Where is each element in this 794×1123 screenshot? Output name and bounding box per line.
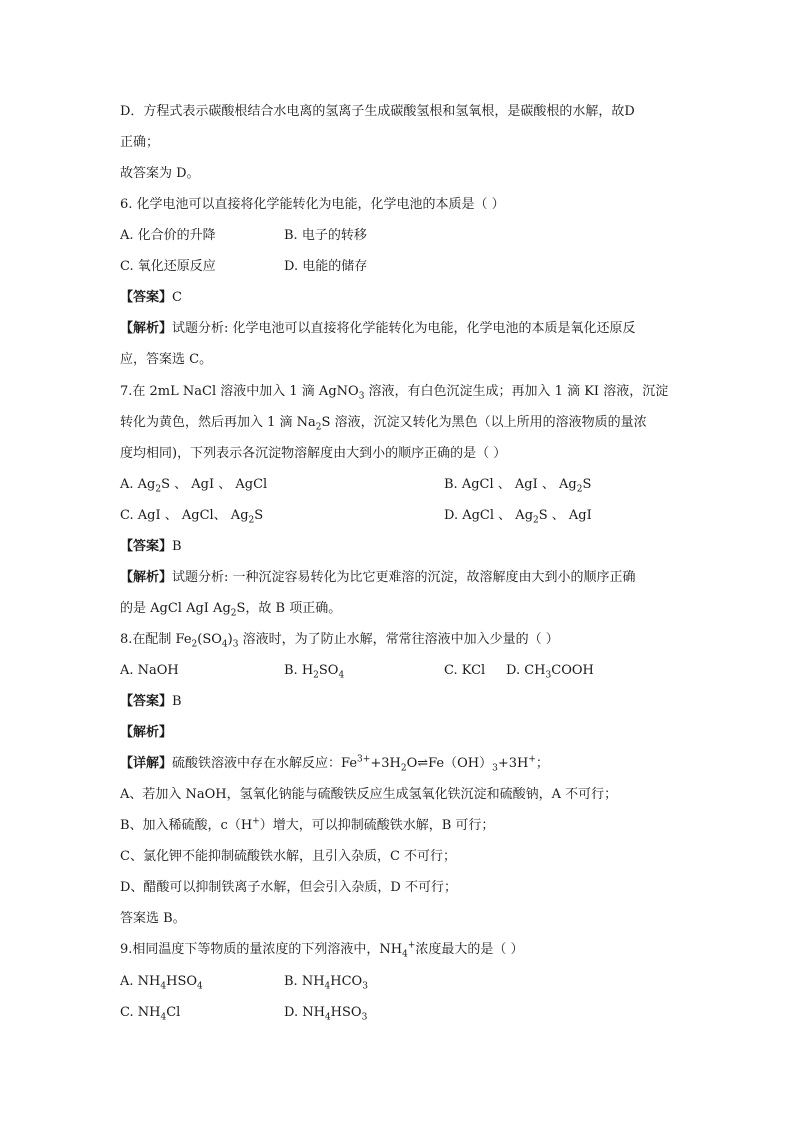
subscript: 3: [492, 763, 498, 774]
analysis-text: 试题分析: 化学电池可以直接将化学能转化为电能，化学电池的本质是氧化还原反: [172, 321, 636, 336]
subscript: 2: [315, 422, 322, 433]
q6-option-a: A. 化合价的升降: [120, 228, 216, 243]
q8-stem-text: 溶液时，为了防止水解，常常往溶液中加入少量的（ ）: [238, 632, 559, 647]
subscript: 2: [400, 763, 407, 774]
q6-analysis-line2: 应，答案选 C。: [120, 352, 213, 367]
option-text: B. NH: [284, 974, 325, 989]
subscript: 2: [313, 670, 319, 681]
q8-detail-d: D、醋酸可以抑制铁离子水解，但会引入杂质，D 不可行；: [120, 880, 457, 895]
analysis-tag: 【解析】: [120, 321, 173, 336]
option-text: S 、 AgI: [538, 508, 592, 523]
q7-stem-text: 7.在 2mL NaCl 溶液中加入 1 滴 AgNO: [120, 384, 359, 399]
subscript: 4: [197, 981, 203, 992]
q7-stem-line2: [120, 413, 647, 433]
subscript: 2: [248, 515, 255, 526]
subscript: 3: [358, 391, 365, 402]
subscript: 4: [338, 670, 345, 681]
option-text: B. AgCl 、 AgI 、 Ag: [444, 477, 577, 492]
option-text: D. NH: [284, 1005, 325, 1020]
subscript: 2: [230, 608, 237, 619]
subscript: 4: [324, 981, 331, 992]
q7-answer: [120, 537, 182, 557]
q7-stem-line3: 度均相同)，下列表示各沉淀物溶解度由大到小的顺序正确的是（ ）: [120, 446, 507, 461]
option-text: D. CH: [506, 663, 546, 678]
option-text: S: [254, 508, 264, 523]
q9-stem-text: 9.相同温度下等物质的量浓度的下列溶液中，NH: [120, 942, 403, 957]
q7-stem-text: 转化为黄色，然后再加入 1 滴 Na: [120, 415, 316, 430]
answer-value: C: [172, 290, 182, 305]
q8-option-a: A. NaOH: [120, 663, 179, 678]
q8-option-b: [284, 661, 344, 681]
q9-option-d: [284, 1003, 367, 1023]
subscript: 4: [402, 949, 408, 960]
option-text: S 、 AgI 、 AgCl: [161, 477, 268, 492]
q8-stem: [120, 630, 559, 650]
subscript: 2: [576, 484, 583, 495]
q6-option-d: D. 电能的储存: [284, 259, 368, 274]
subscript: 3: [361, 1012, 368, 1023]
q5-conclusion: 故答案为 D。: [120, 166, 200, 181]
detail-tag: 【详解】: [120, 756, 173, 771]
option-text: HSO: [166, 974, 198, 989]
q6-option-b: B. 电子的转移: [284, 228, 367, 243]
option-text: COOH: [551, 663, 594, 678]
q8-conclusion: 答案选 B。: [120, 911, 186, 926]
q9-option-a: [120, 972, 203, 992]
detail-text: +3H: [497, 756, 529, 771]
option-text: SO: [318, 663, 339, 678]
superscript: 3+: [357, 754, 371, 765]
option-text: C. AgI 、 AgCl、 Ag: [120, 508, 249, 523]
detail-text: 硫酸铁溶液中存在水解反应：Fe: [172, 756, 358, 771]
option-text: HCO: [330, 974, 363, 989]
q7-analysis-line1: [120, 568, 636, 588]
q6-answer: [120, 288, 182, 308]
analysis-text: 的是 AgCl AgI Ag: [120, 601, 231, 616]
subscript: 3: [362, 981, 368, 992]
detail-text: O⇌Fe（OH）: [406, 756, 493, 771]
q8-option-c: C. KCl: [444, 663, 486, 678]
subscript: 4: [160, 981, 167, 992]
q8-detail-c: C、氯化钾不能抑制硫酸铁水解，且引入杂质，C 不可行；: [120, 849, 457, 864]
option-text: Cl: [166, 1005, 181, 1020]
q8-analysis-tag: 【解析】: [120, 725, 173, 740]
option-text: B. H: [284, 663, 314, 678]
detail-text: ；: [535, 756, 549, 771]
option-text: D. AgCl 、 Ag: [444, 508, 534, 523]
q6-analysis-line1: [120, 319, 636, 339]
superscript: +: [252, 816, 260, 827]
option-text: A. Ag: [120, 477, 156, 492]
superscript: +: [528, 754, 536, 765]
q8-stem-text: 8.在配制 Fe: [120, 632, 192, 647]
analysis-text: S，故 B 项正确。: [236, 601, 342, 616]
q7-stem-text: S 溶液，沉淀又转化为黑色（以上所用的溶液物质的量浓: [321, 415, 647, 430]
q6-stem: 6. 化学电池可以直接将化学能转化为电能，化学电池的本质是（ ）: [120, 197, 505, 212]
q7-option-a: [120, 475, 267, 495]
q7-option-d: [444, 506, 592, 526]
detail-text: ）增大，可以抑制硫酸铁水解，B 可行；: [259, 818, 495, 833]
answer-value: B: [172, 694, 182, 709]
q8-answer: [120, 692, 182, 712]
option-text: S: [582, 477, 592, 492]
superscript: +: [407, 940, 416, 951]
analysis-text: 试题分析: 一种沉淀容易转化为比它更难溶的沉淀，故溶解度由大到小的顺序正确: [172, 570, 636, 585]
q8-stem-text: ): [227, 632, 233, 647]
q5-option-d-line1: D．方程式表示碳酸根结合水电离的氢离子生成碳酸氢根和氢氧根，是碳酸根的水解，故D: [120, 104, 635, 119]
q9-option-b: [284, 972, 368, 992]
subscript: 4: [221, 639, 228, 650]
detail-text: +3H: [370, 756, 401, 771]
q7-option-c: [120, 506, 263, 526]
q7-analysis-line2: [120, 599, 341, 619]
q8-detail-a: A、若加入 NaOH，氢氧化钠能与硫酸铁反应生成氢氧化铁沉淀和硫酸钠，A 不可行；: [120, 787, 618, 802]
subscript: 2: [533, 515, 539, 526]
subscript: 4: [160, 1012, 167, 1023]
q5-option-d-line2: 正确；: [120, 135, 160, 150]
subscript: 2: [155, 484, 162, 495]
q7-option-b: [444, 475, 591, 495]
subscript: 3: [545, 670, 552, 681]
q8-detail: [120, 754, 549, 774]
q7-stem-text: 溶液，有白色沉淀生成；再加入 1 滴 KI 溶液，沉淀: [364, 384, 669, 399]
analysis-tag: 【解析】: [120, 570, 173, 585]
q9-stem-text: 浓度最大的是（ ）: [415, 942, 524, 957]
q8-option-d: [506, 661, 594, 681]
q7-stem-line1: [120, 382, 668, 402]
subscript: 4: [324, 1012, 331, 1023]
answer-value: B: [172, 539, 182, 554]
q9-option-c: [120, 1003, 180, 1023]
detail-text: B、加入稀硫酸，c（H: [120, 818, 253, 833]
answer-tag: 【答案】: [120, 694, 173, 709]
q8-stem-text: (SO: [197, 632, 222, 647]
option-text: C. NH: [120, 1005, 161, 1020]
option-text: HSO: [330, 1005, 362, 1020]
subscript: 3: [232, 639, 239, 650]
answer-tag: 【答案】: [120, 290, 173, 305]
q6-option-c: C. 氧化还原反应: [120, 259, 216, 274]
answer-tag: 【答案】: [120, 539, 173, 554]
subscript: 2: [191, 639, 198, 650]
q8-detail-b: [120, 816, 494, 836]
q9-stem: [120, 940, 524, 960]
option-text: A. NH: [120, 974, 161, 989]
